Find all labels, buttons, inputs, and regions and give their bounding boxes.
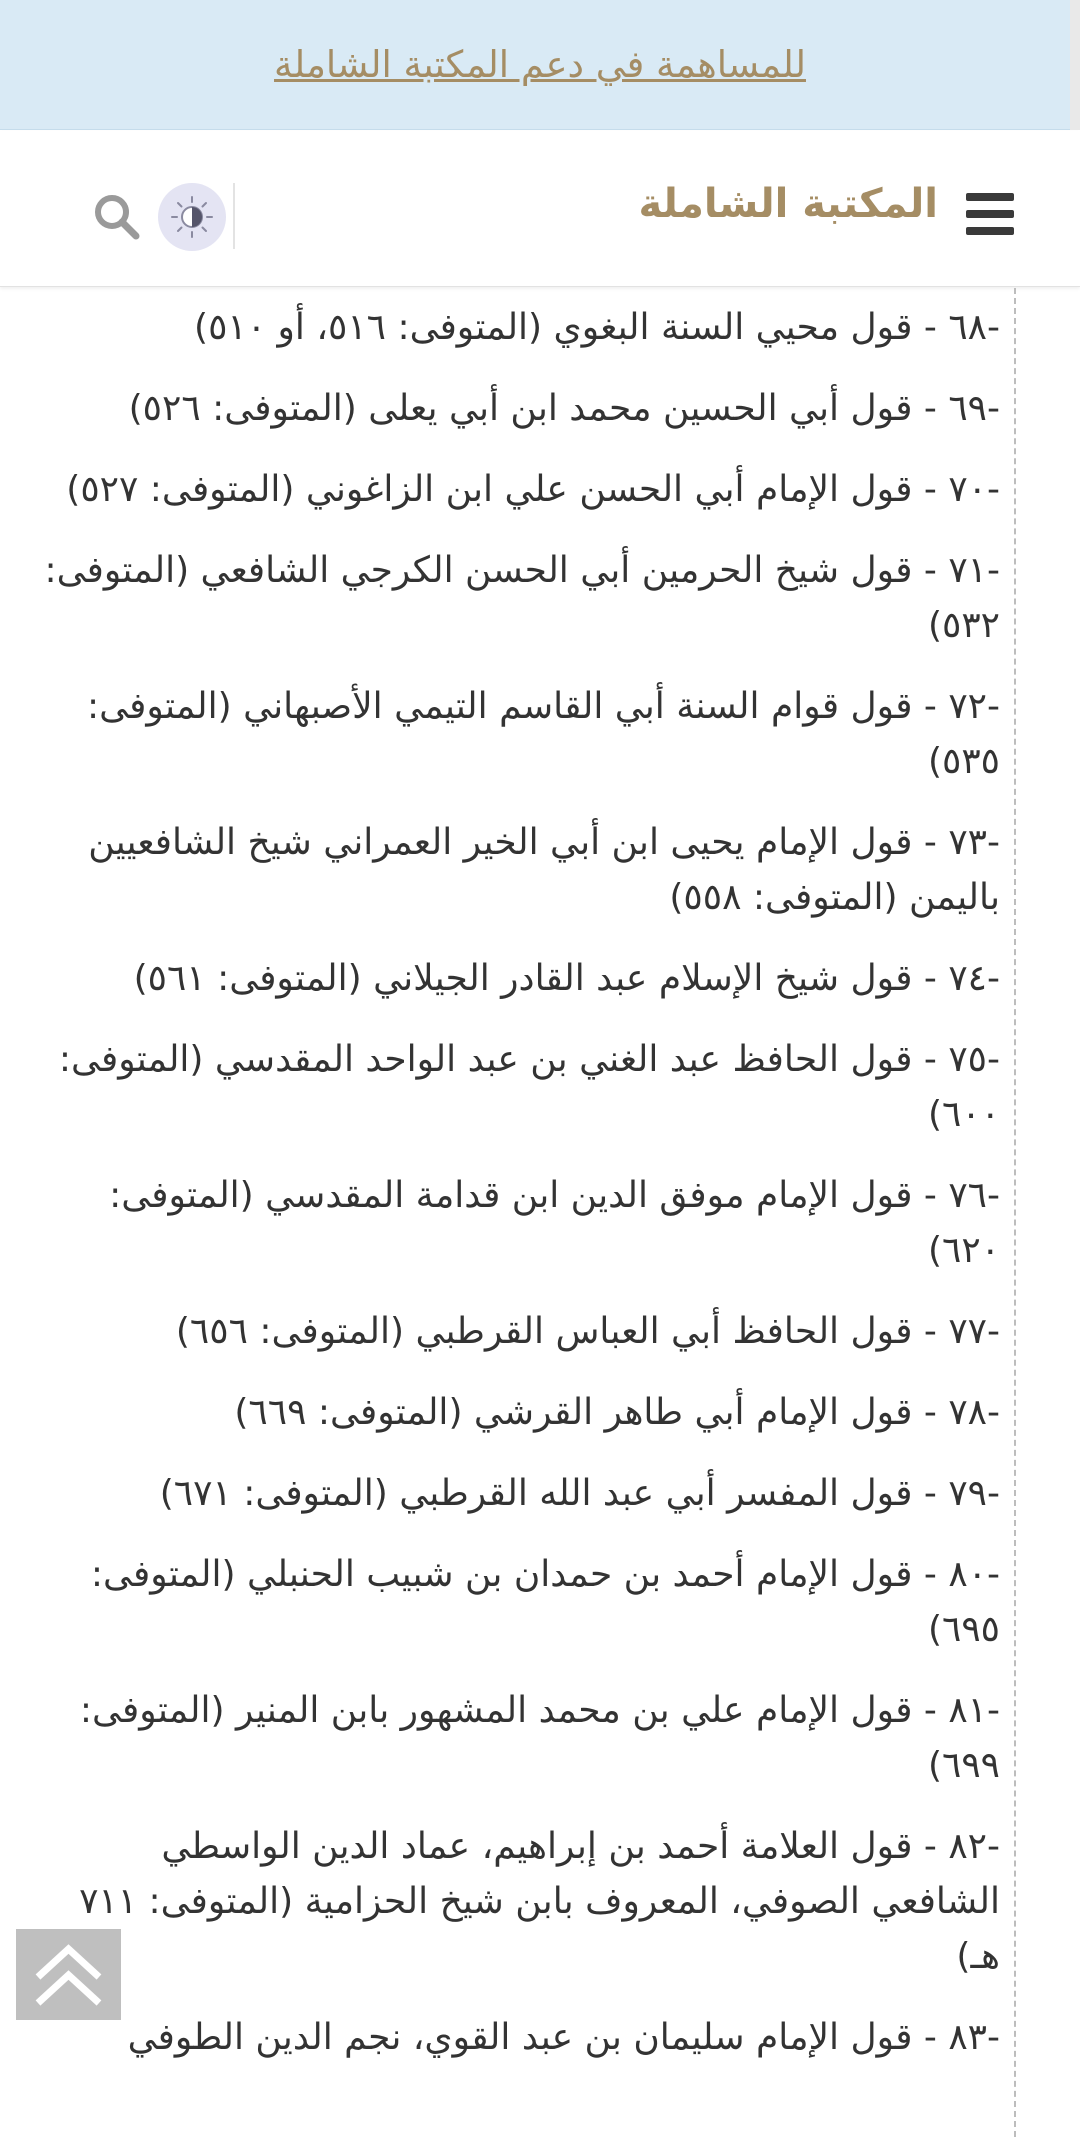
- double-chevron-up-icon: [16, 1929, 121, 2020]
- menu-bar: [966, 210, 1014, 218]
- toc-item[interactable]: -٧٢ - قول قوام السنة أبي القاسم التيمي الأصبهاني (المتوفى: ٥٣٥): [87, 686, 1000, 782]
- toc-item[interactable]: -٧٤ - قول شيخ الإسلام عبد القادر الجيلاني (المتوفى: ٥٦١): [133, 958, 1000, 999]
- toc-item[interactable]: -٨٢ - قول العلامة أحمد بن إبراهيم، عماد الدين الواسطي الشافعي الصوفي، المعروف بابن شيخ الحزامية (المتوفى: ٧١١ هـ): [79, 1826, 1000, 1977]
- toc-item[interactable]: -٧٣ - قول الإمام يحيى ابن أبي الخير العمراني شيخ الشافعيين باليمن (المتوفى: ٥٥٨): [88, 822, 1000, 918]
- theme-toggle-icon[interactable]: [158, 183, 226, 251]
- menu-icon[interactable]: [966, 193, 1014, 235]
- toc-item[interactable]: -٨٣ - قول الإمام سليمان بن عبد القوي، نجم الدين الطوفي: [127, 2017, 1000, 2058]
- toc-item[interactable]: -٧٠ - قول الإمام أبي الحسن علي ابن الزاغوني (المتوفى: ٥٢٧): [66, 469, 1000, 510]
- toc-item[interactable]: -٨٠ - قول الإمام أحمد بن حمدان بن شبيب الحنبلي (المتوفى: ٦٩٥): [90, 1554, 1000, 1650]
- toc-item[interactable]: -٦٨ - قول محيي السنة البغوي (المتوفى: ٥١٦، أو ٥١٠): [194, 307, 1000, 348]
- toc-item[interactable]: -٦٩ - قول أبي الحسين محمد ابن أبي يعلى (المتوفى: ٥٢٦): [128, 388, 1000, 429]
- toc-item[interactable]: -٧٨ - قول الإمام أبي طاهر القرشي (المتوفى: ٦٦٩): [234, 1392, 1000, 1433]
- banner-edge: [1070, 0, 1080, 130]
- search-icon[interactable]: [90, 190, 144, 244]
- scroll-to-top-button[interactable]: [16, 1929, 121, 2020]
- toc-item[interactable]: -٧٥ - قول الحافظ عبد الغني بن عبد الواحد المقدسي (المتوفى: ٦٠٠): [58, 1039, 1000, 1135]
- brand-title[interactable]: المكتبة الشاملة: [638, 181, 938, 227]
- menu-bar: [966, 227, 1014, 235]
- toc-content: [0, 288, 1016, 2137]
- toc-list: [0, 300, 1014, 2065]
- donate-link[interactable]: للمساهمة في دعم المكتبة الشاملة: [274, 43, 806, 86]
- navbar-divider: [233, 183, 235, 249]
- donation-banner: [0, 0, 1080, 130]
- toc-item[interactable]: -٧٦ - قول الإمام موفق الدين ابن قدامة المقدسي (المتوفى: ٦٢٠): [109, 1175, 1000, 1271]
- menu-bar: [966, 193, 1014, 201]
- toc-item[interactable]: -٨١ - قول الإمام علي بن محمد المشهور بابن المنير (المتوفى: ٦٩٩): [79, 1690, 1000, 1786]
- toc-item[interactable]: -٧٩ - قول المفسر أبي عبد الله القرطبي (المتوفى: ٦٧١): [159, 1473, 1000, 1514]
- toc-item[interactable]: -٧٧ - قول الحافظ أبي العباس القرطبي (المتوفى: ٦٥٦): [175, 1311, 1000, 1352]
- toc-item[interactable]: -٧١ - قول شيخ الحرمين أبي الحسن الكرجي الشافعي (المتوفى: ٥٣٢): [44, 550, 1000, 646]
- top-navbar: [0, 131, 1080, 287]
